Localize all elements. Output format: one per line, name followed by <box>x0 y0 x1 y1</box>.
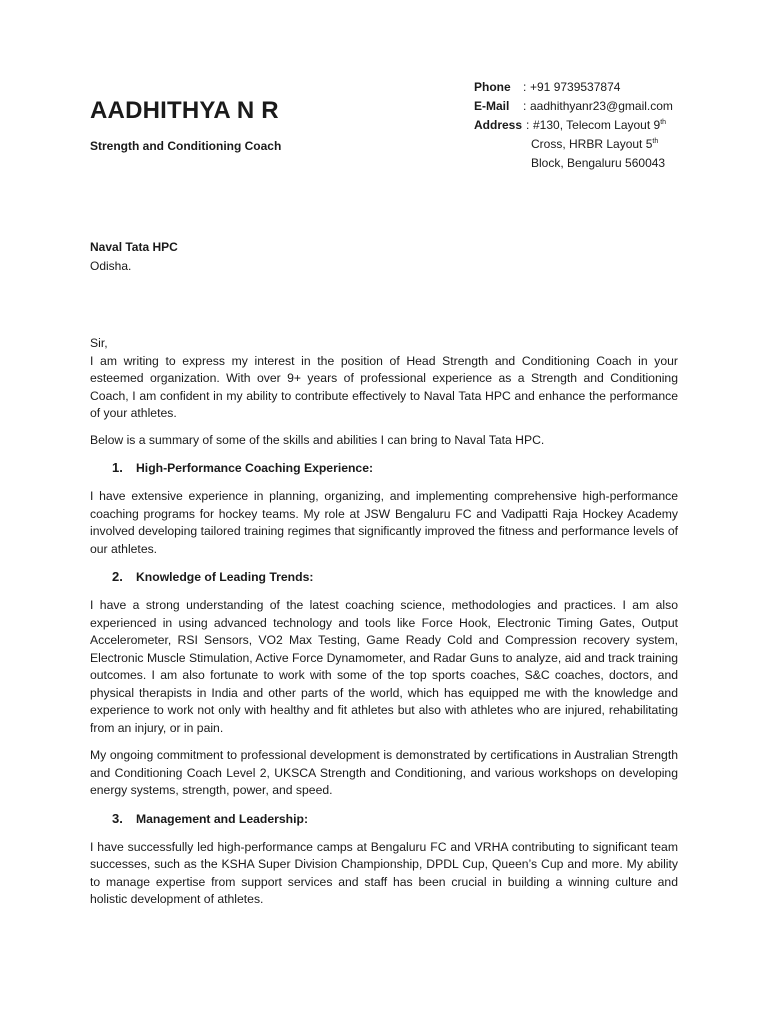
contact-block <box>474 78 744 173</box>
address-line-3: Block, Bengaluru 560043 <box>531 156 666 170</box>
address-label: Address <box>474 118 523 132</box>
address-row-3 <box>474 154 744 173</box>
email-separator: : <box>523 99 527 113</box>
section-paragraph: I have a strong understanding of the latest coaching science, methodologies and practices. I am also experienced in using advanced technology and tools like Force Hook, Electronic Timing Gates, Output Accelerometer, RSI Sensors, VO2 Max Testing, Game Ready Cold and Compression recovery system, Electronic Muscle Stimulation, Active Force Dynamometer, and Radar Guns to analyze, aid and track training outcomes. I am also fortunate to work with some of the top sports coaches, S&C coaches, doctors, and physical therapists in India and other parts of the world, which has equipped me with the knowledge and experience to work not only with healthy and fit athletes but also with athletes who are injured, rehabilitating from an injury, or in pain. <box>90 598 678 735</box>
phone-row <box>474 78 744 97</box>
intro-paragraph: I am writing to express my interest in the position of Head Strength and Conditioning Coach in your esteemed organization. With over 9+ years of professional experience as a Strength and Conditioning Coach, I am confident in my ability to contribute effectively to Naval Tata HPC and enhance the performance of your athletes. <box>90 353 678 420</box>
section-heading <box>90 810 678 828</box>
address-separator: : <box>526 118 530 132</box>
applicant-role: Strength and Conditioning Coach <box>90 139 282 153</box>
email-row <box>474 97 744 116</box>
applicant-name: AADHITHYA N R <box>90 97 279 124</box>
address-line-1-text: #130, Telecom Layout 9 <box>533 118 661 132</box>
section-paragraph: I have extensive experience in planning, organizing, and implementing comprehensive high-performance coaching programs for hockey teams. My role at JSW Bengaluru FC and Vadipatti Raja Hockey Academy involved developing tailored training regimes that significantly improved the fitness and performance levels of our athletes. <box>90 489 678 556</box>
recipient-org: Naval Tata HPC <box>90 240 178 254</box>
phone-label: Phone <box>474 80 511 94</box>
address-line-2-suffix: th <box>652 138 659 145</box>
phone-value: +91 9739537874 <box>530 80 621 94</box>
phone-separator: : <box>523 80 527 94</box>
email-label: E-Mail <box>474 99 510 113</box>
section-heading <box>90 459 678 477</box>
section-paragraph: My ongoing commitment to professional development is demonstrated by certifications in Australian Strength and Conditioning Coach Level 2, UKSCA Strength and Conditioning, and various workshops on developing energy systems, strength, power, and speed. <box>90 748 678 797</box>
section-title: Management and Leadership: <box>136 811 309 826</box>
recipient-location: Odisha. <box>90 259 132 273</box>
section-title: Knowledge of Leading Trends: <box>136 570 314 584</box>
section-heading <box>90 568 678 586</box>
address-line-2 <box>531 135 658 154</box>
section-number: 3. <box>112 810 123 826</box>
recipient-block <box>90 238 178 276</box>
address-line-2-text: Cross, HRBR Layout 5 <box>531 137 653 151</box>
summary-line: Below is a summary of some of the skills and abilities I can bring to Naval Tata HPC. <box>90 432 545 447</box>
section-number: 2. <box>112 569 123 584</box>
email-value: aadhithyanr23@gmail.com <box>530 99 673 113</box>
section-number: 1. <box>112 460 123 475</box>
letter-body <box>90 335 678 919</box>
address-line-1-suffix: th <box>660 119 667 126</box>
address-row-2 <box>474 135 744 154</box>
address-line-1 <box>533 116 666 135</box>
salutation: Sir, <box>90 336 108 350</box>
section-paragraph: I have successfully led high-performance camps at Bengaluru FC and VRHA contributing to significant team successes, such as the KSHA Super Division Championship, DPDL Cup, Queen’s Cup and more. My ability to manage expertise from support services and staff has been crucial in building a winning culture and holistic development of athletes. <box>90 839 678 906</box>
address-row <box>474 116 744 135</box>
section-title: High-Performance Coaching Experience: <box>136 461 374 475</box>
